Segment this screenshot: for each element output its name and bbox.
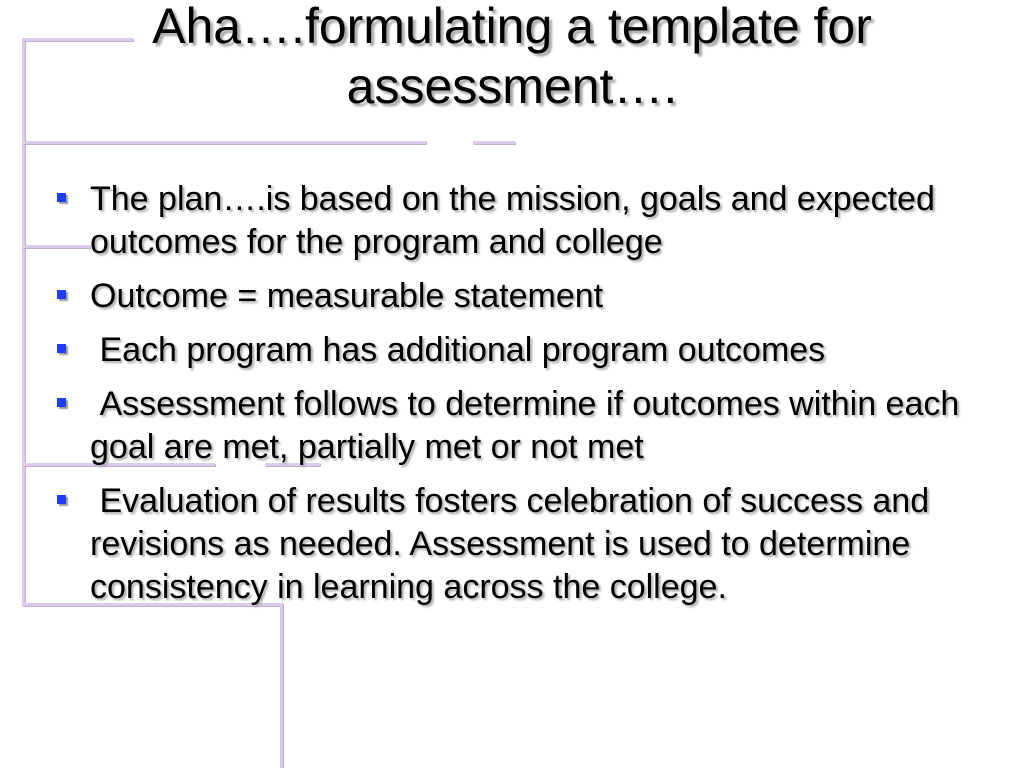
- decorative-line-left-vertical: [22, 38, 25, 606]
- bullet-text: Each program has additional program outcomes: [90, 331, 826, 369]
- bullet-item: [90, 178, 985, 264]
- decorative-line-under-title: [22, 141, 426, 144]
- bullet-item: [90, 480, 985, 609]
- decorative-line-under-title-short: [473, 141, 515, 144]
- bullet-list: [90, 178, 985, 609]
- square-bullet-icon: [57, 495, 66, 504]
- square-bullet-icon: [57, 344, 66, 353]
- bullet-item: [90, 329, 985, 372]
- decorative-line-bottom-vertical: [280, 603, 283, 768]
- bullet-item: [90, 275, 985, 318]
- decorative-line-mid-upper: [22, 245, 90, 248]
- square-bullet-icon: [57, 193, 66, 202]
- bullet-text: The plan….is based on the mission, goals and expected outcomes for the program and college: [90, 180, 945, 261]
- bullet-text: Evaluation of results fosters celebration of success and revisions as needed. Assessment is used to determine consistency in learning across the college.: [90, 482, 939, 606]
- square-bullet-icon: [57, 398, 66, 407]
- bullet-item: [90, 383, 985, 469]
- square-bullet-icon: [57, 290, 66, 299]
- bullet-text: Assessment follows to determine if outcomes within each goal are met, partially met or not met: [90, 385, 969, 466]
- bullet-text: Outcome = measurable statement: [90, 277, 604, 315]
- slide-title: Aha….formulating a template for assessment….: [152, 0, 872, 114]
